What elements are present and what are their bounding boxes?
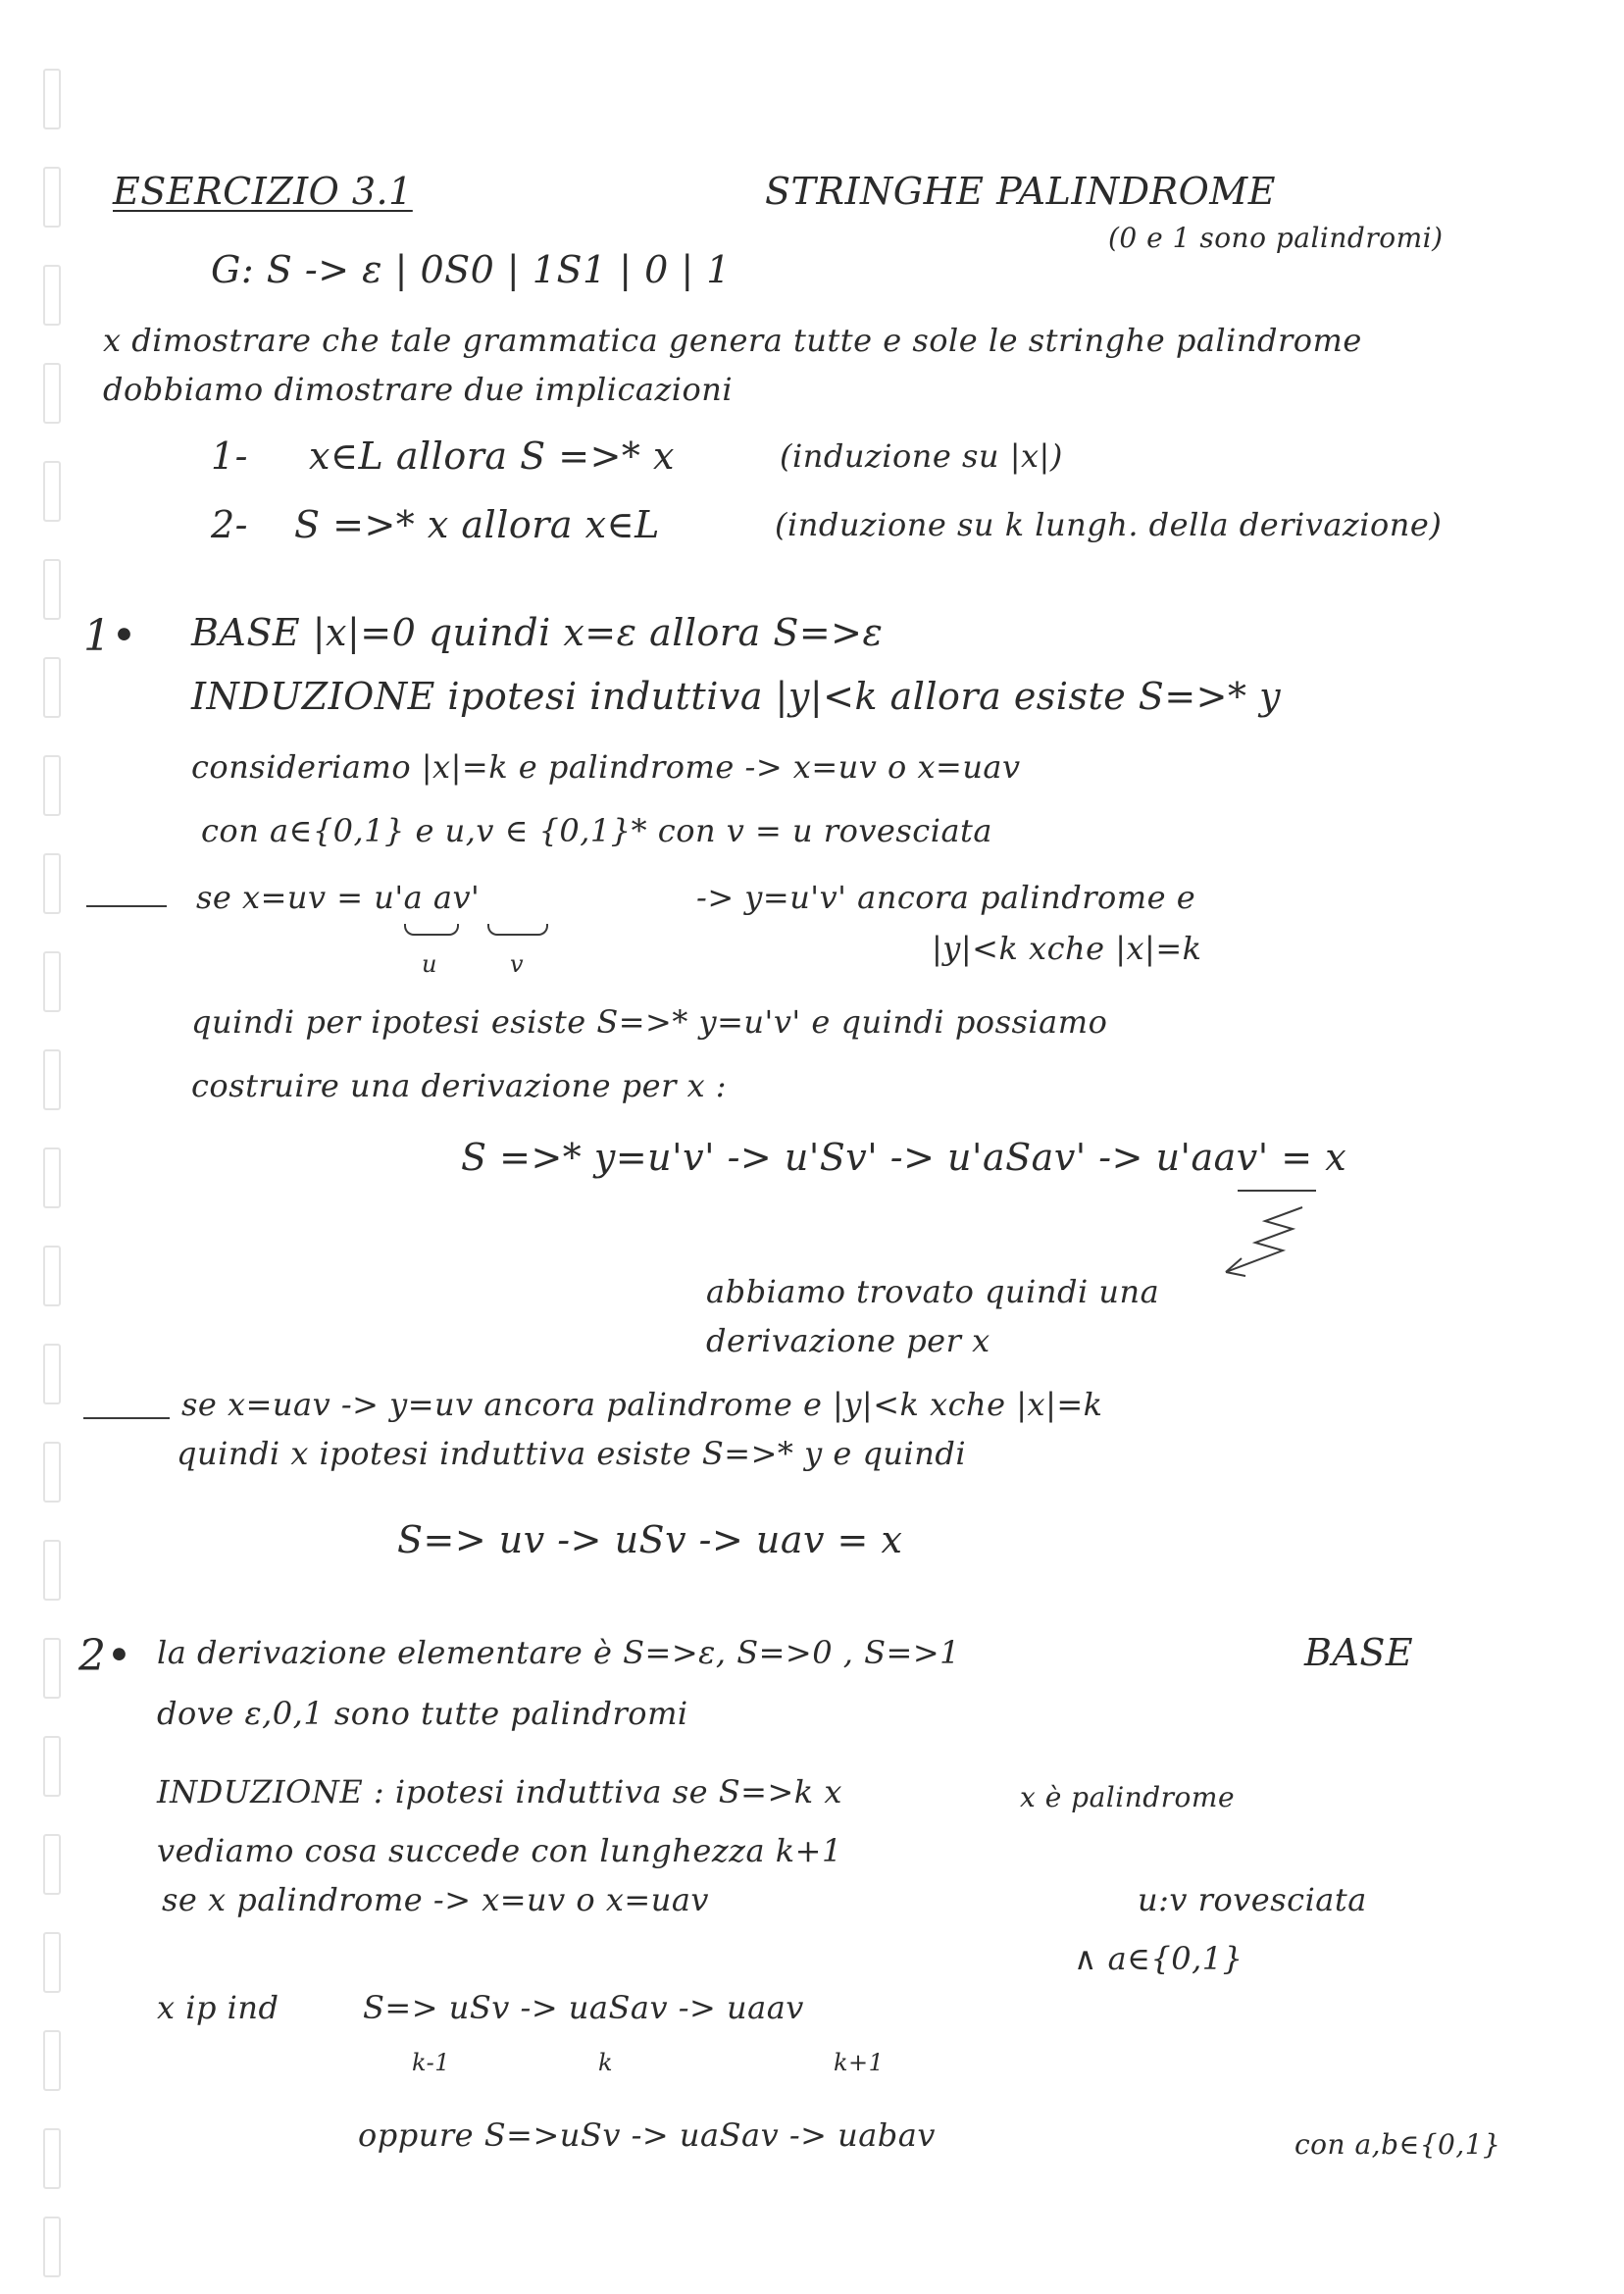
punch-hole — [43, 853, 61, 914]
bullet-dash — [86, 905, 167, 907]
part-1-with: con a∈{0,1} e u,v ∈ {0,1}* con v = u rovesciata — [201, 812, 992, 849]
implication-2-note: (induzione su k lungh. della derivazione) — [775, 506, 1443, 543]
topic-title: STRINGHE PALINDROME — [765, 170, 1276, 213]
part-2-and: ∧ a∈{0,1} — [1074, 1940, 1243, 1977]
punch-hole — [43, 1344, 61, 1404]
part-2-base-word: BASE — [1304, 1631, 1414, 1674]
squiggle-arrow-icon — [1187, 1201, 1314, 1290]
punch-hole — [43, 265, 61, 326]
part-2-se: se x palindrome -> x=uv o x=uav — [162, 1881, 709, 1918]
punch-hole — [43, 1638, 61, 1699]
part-2-label: 2• — [78, 1631, 132, 1681]
punch-hole — [43, 69, 61, 129]
part-2-x-palindrome: x è palindrome — [1020, 1781, 1236, 1813]
punch-hole — [43, 2217, 61, 2277]
then-line-2: costruire una derivazione per x : — [191, 1067, 728, 1104]
topic-note: (0 e 1 sono palindromi) — [1108, 222, 1444, 254]
punch-hole — [43, 755, 61, 816]
punch-hole — [43, 951, 61, 1012]
underbrace-v-label: v — [510, 950, 525, 978]
result-underline — [1238, 1190, 1316, 1192]
exercise-title: ESERCIZIO 3.1 — [113, 170, 413, 213]
punch-hole — [43, 1736, 61, 1797]
intro-line-1: x dimostrare che tale grammatica genera tutte e sole le stringhe palindrome — [103, 322, 1362, 359]
part-2-rovesciata: u:v rovesciata — [1138, 1881, 1367, 1918]
punch-hole — [43, 1442, 61, 1503]
bullet-dash — [83, 1417, 170, 1419]
part-1-consider: consideriamo |x|=k e palindrome -> x=uv o x=uav — [191, 748, 1021, 786]
then-line-1: quindi per ipotesi esiste S=>* y=u'v' e quindi possiamo — [191, 1003, 1108, 1041]
punch-hole — [43, 657, 61, 718]
punch-hole — [43, 167, 61, 228]
implication-2-text: S =>* x allora x∈L — [294, 503, 660, 546]
part-1-label: 1• — [83, 611, 137, 661]
case-1-definition: se x=uv = u'a av' — [196, 879, 481, 916]
subscript-k-plus-1: k+1 — [834, 2049, 885, 2076]
case-1-length: |y|<k xche |x|=k — [932, 930, 1202, 967]
punch-hole — [43, 461, 61, 522]
punch-hole — [43, 2030, 61, 2091]
subscript-k: k — [598, 2049, 614, 2076]
punch-hole — [43, 559, 61, 620]
punch-hole — [43, 1049, 61, 1110]
intro-line-2: dobbiamo dimostrare due implicazioni — [103, 371, 734, 408]
punch-hole — [43, 1540, 61, 1601]
punch-hole — [43, 1834, 61, 1895]
case-2-line-b: quindi x ipotesi induttiva esiste S=>* y e quindi — [177, 1435, 967, 1472]
underbrace-u-label: u — [422, 950, 437, 978]
derivation-2: S=> uv -> uSv -> uav = x — [397, 1518, 903, 1561]
found-line-2: derivazione per x — [706, 1322, 990, 1359]
found-line-1: abbiamo trovato quindi una — [706, 1273, 1160, 1310]
underbrace-v — [487, 924, 548, 936]
implication-1-text: x∈L allora S =>* x — [309, 434, 675, 478]
case-1-consequence: -> y=u'v' ancora palindrome e — [696, 879, 1196, 916]
part-2-step: S=> uSv -> uaSav -> uaav — [363, 1989, 804, 2026]
case-2-line-a: se x=uav -> y=uv ancora palindrome e |y|<k xche |x|=k — [181, 1386, 1103, 1423]
part-2-elementary: la derivazione elementare è S=>ε, S=>0 , S=>1 — [157, 1634, 961, 1671]
punch-hole — [43, 2128, 61, 2189]
underbrace-u — [404, 924, 459, 936]
punch-hole — [43, 1246, 61, 1306]
subscript-k-minus-1: k-1 — [412, 2049, 450, 2076]
part-2-con: con a,b∈{0,1} — [1294, 2128, 1501, 2161]
part-1-base: BASE |x|=0 quindi x=ε allora S=>ε — [191, 611, 884, 654]
part-2-induction: INDUZIONE : ipotesi induttiva se S=>k x — [157, 1773, 842, 1810]
punch-hole — [43, 363, 61, 424]
implication-1-note: (induzione su |x|) — [780, 437, 1063, 475]
derivation-1: S =>* y=u'v' -> u'Sv' -> u'aSav' -> u'aav' = x — [461, 1136, 1347, 1179]
implication-2-num: 2- — [211, 503, 249, 546]
part-2-dove: dove ε,0,1 sono tutte palindromi — [157, 1695, 688, 1732]
part-1-induction: INDUZIONE ipotesi induttiva |y|<k allora esiste S=>* y — [191, 675, 1282, 718]
part-2-oppure: oppure S=>uSv -> uaSav -> uabav — [358, 2116, 936, 2154]
part-2-vediamo: vediamo cosa succede con lunghezza k+1 — [157, 1832, 842, 1869]
part-2-x-ip-ind: x ip ind — [157, 1989, 279, 2026]
punch-hole — [43, 1932, 61, 1993]
punch-hole — [43, 1147, 61, 1208]
implication-1-num: 1- — [211, 434, 249, 478]
grammar-definition: G: S -> ε | 0S0 | 1S1 | 0 | 1 — [211, 248, 731, 291]
